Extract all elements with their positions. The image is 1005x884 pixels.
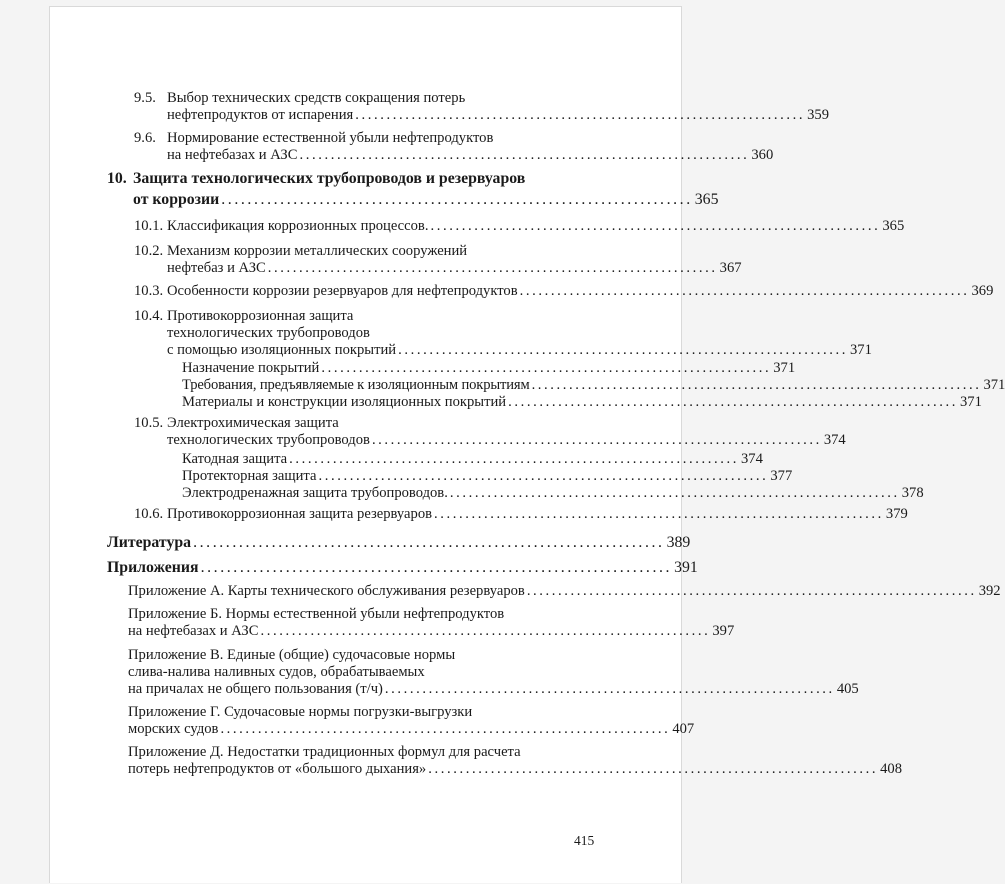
toc-entry-10-5	[134, 415, 846, 449]
toc-chapter-title: Приложения	[107, 559, 199, 576]
toc-page-number: 365	[694, 191, 719, 208]
toc-leader-dots: ........................................................................	[526, 583, 977, 599]
toc-chapter-number: 10.	[107, 170, 127, 187]
toc-entry-text: Требования, предъявляемые к изоляционным покрытиям	[182, 377, 530, 393]
toc-entry-number: 10.1.	[134, 218, 164, 234]
toc-entry-text: на нефтебазах и АЗС	[167, 147, 298, 163]
toc-page-number: 365	[882, 218, 905, 234]
toc-leader-dots: ........................................................................	[398, 342, 848, 358]
toc-leader-dots: ........................................................................	[193, 534, 665, 551]
toc-entry-text: с помощью изоляционных покрытий	[167, 342, 397, 358]
toc-page-number: 405	[836, 681, 859, 697]
toc-page-number: 369	[971, 283, 994, 299]
toc-entry-number: 9.6.	[134, 130, 156, 146]
toc-subentry	[182, 451, 763, 468]
toc-entry-number: 10.3.	[134, 283, 164, 299]
toc-appendix-a	[128, 583, 1001, 600]
toc-leader-dots: ........................................................................	[531, 377, 982, 393]
toc-subentry	[182, 394, 982, 411]
toc-entry-10-2	[134, 243, 742, 277]
toc-appendix-g	[128, 704, 695, 738]
toc-leader-dots: ........................................................................	[384, 681, 835, 697]
toc-entry-text: Приложение Б. Нормы естественной убыли нефтепродуктов	[128, 606, 505, 622]
toc-page-number: 378	[901, 485, 924, 501]
toc-leader-dots: ........................................................................	[221, 191, 693, 208]
toc-entry-text: Противокоррозионная защита резервуаров	[167, 506, 433, 522]
toc-entry-text: Приложение Г. Судочасовые нормы погрузки-выгрузки	[128, 704, 473, 720]
toc-leader-dots: ........................................................................	[371, 432, 822, 448]
toc-entry-text: Противокоррозионная защита	[167, 308, 354, 324]
toc-leader-dots: ........................................................................	[289, 451, 739, 467]
toc-entry-text: Электрохимическая защита	[167, 415, 339, 431]
table-of-contents	[50, 7, 1005, 884]
toc-entry-text: технологических трубопроводов	[167, 432, 370, 448]
toc-entry-text: Классификация коррозионных процессов.	[167, 218, 429, 234]
toc-appendix-v	[128, 647, 859, 698]
toc-page-number: 397	[712, 623, 735, 639]
toc-entry-number: 10.2.	[134, 243, 164, 259]
toc-leader-dots: ........................................................................	[318, 468, 769, 484]
toc-subentry	[182, 485, 924, 502]
toc-entry-9-5	[134, 90, 829, 124]
toc-entry-text: Приложение Д. Недостатки традиционных формул для расчета	[128, 744, 521, 760]
toc-entry-text: Материалы и конструкции изоляционных покрытий	[182, 394, 507, 410]
toc-page-number: 374	[823, 432, 846, 448]
toc-entry-text: Выбор технических средств сокращения потерь	[167, 90, 466, 106]
toc-page-number: 367	[719, 260, 742, 276]
toc-entry-text: морских судов	[128, 721, 219, 737]
toc-page-number: 360	[751, 147, 774, 163]
toc-page-number: 359	[807, 107, 829, 123]
toc-entry-text: Приложение В. Единые (общие) судочасовые нормы	[128, 647, 456, 663]
toc-appendices	[107, 557, 698, 576]
toc-page-number: 391	[674, 559, 698, 576]
toc-entry-number: 9.5.	[134, 90, 156, 106]
toc-entry-text: Особенности коррозии резервуаров для нефтепродуктов	[167, 283, 518, 299]
toc-subentry	[182, 377, 1005, 394]
toc-leader-dots: ........................................................................	[434, 506, 884, 522]
toc-leader-dots: ........................................................................	[508, 394, 958, 410]
toc-appendix-b	[128, 606, 735, 640]
toc-page-number: 408	[880, 761, 902, 777]
toc-page-number: 377	[770, 468, 793, 484]
toc-entry-text: на причалах не общего пользования (т/ч)	[128, 681, 383, 697]
toc-page-number: 371	[983, 377, 1005, 393]
toc-subentry	[182, 468, 793, 485]
toc-leader-dots: ........................................................................	[428, 761, 879, 777]
toc-chapter-title: Литература	[107, 534, 192, 551]
toc-entry-text: Нормирование естественной убыли нефтепродуктов	[167, 130, 494, 146]
toc-entry-text: Назначение покрытий	[182, 360, 320, 376]
toc-entry-10-3	[134, 283, 994, 300]
document-page	[49, 6, 1005, 883]
toc-entry-text: Электродренажная защита трубопроводов.	[182, 485, 448, 501]
toc-literature	[107, 532, 691, 551]
toc-entry-10-4	[134, 308, 872, 359]
toc-entry-text: Катодная защита	[182, 451, 288, 467]
toc-entry-9-6	[134, 130, 774, 164]
toc-entry-10-1	[134, 218, 905, 235]
toc-chapter-title: Защита технологических трубопроводов и резервуаров	[133, 170, 526, 187]
toc-entry-10-6	[134, 506, 908, 523]
toc-entry-number: 10.4.	[134, 308, 164, 324]
toc-page-number: 374	[741, 451, 763, 467]
toc-subentry	[182, 360, 796, 377]
toc-entry-number: 10.6.	[134, 506, 164, 522]
toc-leader-dots: ........................................................................	[220, 721, 671, 737]
toc-leader-dots: ........................................................................	[519, 283, 970, 299]
toc-entry-text: нефтебаз и АЗС	[167, 260, 266, 276]
toc-chapter-title: от коррозии	[133, 191, 220, 208]
toc-page-number: 371	[773, 360, 796, 376]
page-number: 415	[574, 833, 595, 848]
toc-leader-dots: ........................................................................	[355, 107, 806, 123]
toc-page-number: 392	[978, 583, 1001, 599]
toc-leader-dots: ........................................................................	[200, 559, 673, 576]
toc-leader-dots: ........................................................................	[260, 623, 711, 639]
toc-page-number: 379	[885, 506, 908, 522]
toc-entry-text: Протекторная защита	[182, 468, 317, 484]
toc-leader-dots: ........................................................................	[267, 260, 718, 276]
toc-page-number: 371	[850, 342, 872, 358]
toc-entry-number: 10.5.	[134, 415, 164, 431]
toc-entry-text: Приложение А. Карты технического обслуживания резервуаров	[128, 583, 525, 599]
toc-leader-dots: ........................................................................	[299, 147, 750, 163]
toc-entry-text: на нефтебазах и АЗС	[128, 623, 259, 639]
toc-leader-dots: ........................................................................	[449, 485, 900, 501]
toc-leader-dots: ........................................................................	[321, 360, 772, 376]
toc-page-number: 389	[666, 534, 691, 551]
toc-page-number: 407	[672, 721, 695, 737]
toc-chapter-10	[107, 170, 719, 208]
toc-entry-text: слива-налива наливных судов, обрабатываемых	[128, 664, 425, 680]
toc-entry-text: Механизм коррозии металлических сооружений	[167, 243, 468, 259]
toc-leader-dots: ........................................................................	[430, 218, 881, 234]
toc-appendix-d	[128, 744, 902, 778]
toc-entry-text: потерь нефтепродуктов от «большого дыхания»	[128, 761, 427, 777]
toc-entry-text: технологических трубопроводов	[167, 325, 370, 341]
toc-page-number: 371	[959, 394, 982, 410]
toc-entry-text: нефтепродуктов от испарения	[167, 107, 354, 123]
